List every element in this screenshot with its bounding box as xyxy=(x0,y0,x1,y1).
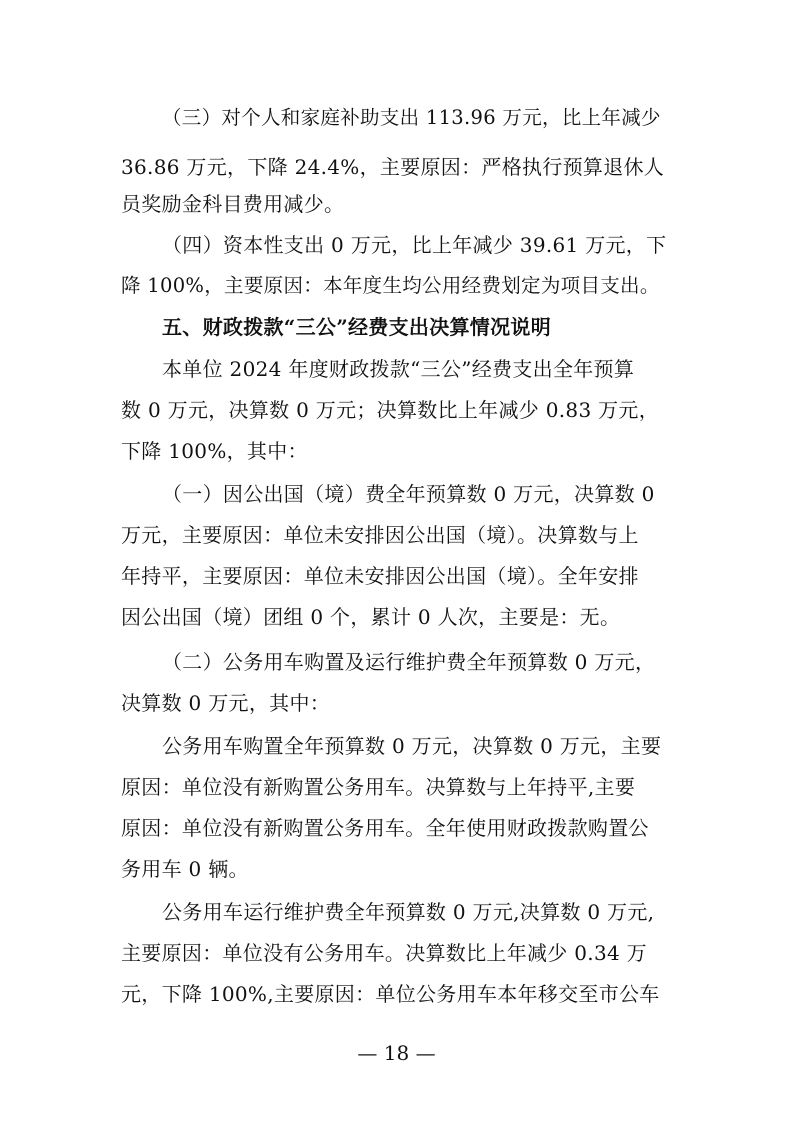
text-line: 公务用车运行维护费全年预算数 0 万元,决算数 0 万元, xyxy=(162,900,655,924)
text-line: （二）公务用车购置及运行维护费全年预算数 0 万元， xyxy=(162,650,656,674)
text-line: 本单位 2024 年度财政拨款“三公”经费支出全年预算 xyxy=(162,357,635,381)
page-number: — 18 — xyxy=(357,1041,436,1065)
text-line: 降 100%，主要原因：本年度生均公用经费划定为项目支出。 xyxy=(121,274,660,297)
text-line: 务用车 0 辆。 xyxy=(121,857,249,881)
text-line: 万元，主要原因：单位未安排因公出国（境）。决算数与上 xyxy=(121,523,639,547)
text-line: 元，下降 100%,主要原因：单位公务用车本年移交至市公车 xyxy=(121,982,660,1006)
text-line: 原因：单位没有新购置公务用车。全年使用财政拨款购置公 xyxy=(121,816,649,840)
text-line: （一）因公出国（境）费全年预算数 0 万元，决算数 0 xyxy=(162,482,655,506)
text-line: 数 0 万元，决算数 0 万元；决算数比上年减少 0.83 万元， xyxy=(121,398,660,422)
text-line: 原因：单位没有新购置公务用车。决算数与上年持平,主要 xyxy=(121,775,636,799)
text-line: 年持平，主要原因：单位未安排因公出国（境）。全年安排 xyxy=(121,564,639,588)
text-line: 主要原因：单位没有公务用车。决算数比上年减少 0.34 万 xyxy=(121,941,647,965)
text-line: 36.86 万元，下降 24.4%，主要原因：严格执行预算退休人 xyxy=(121,155,665,179)
text-line: 决算数 0 万元，其中： xyxy=(121,691,331,715)
text-line: （三）对个人和家庭补助支出 113.96 万元，比上年减少 xyxy=(162,106,661,129)
text-line: 公务用车购置全年预算数 0 万元，决算数 0 万元，主要 xyxy=(162,734,662,758)
text-line: 下降 100%，其中： xyxy=(121,439,308,463)
text-line: （四）资本性支出 0 万元，比上年减少 39.61 万元，下 xyxy=(162,233,667,257)
section-heading: 五、财政拨款“三公”经费支出决算情况说明 xyxy=(162,315,552,339)
text-line: 员奖励金科目费用减少。 xyxy=(121,192,345,216)
text-line: 因公出国（境）团组 0 个，累计 0 人次，主要是：无。 xyxy=(121,605,621,629)
